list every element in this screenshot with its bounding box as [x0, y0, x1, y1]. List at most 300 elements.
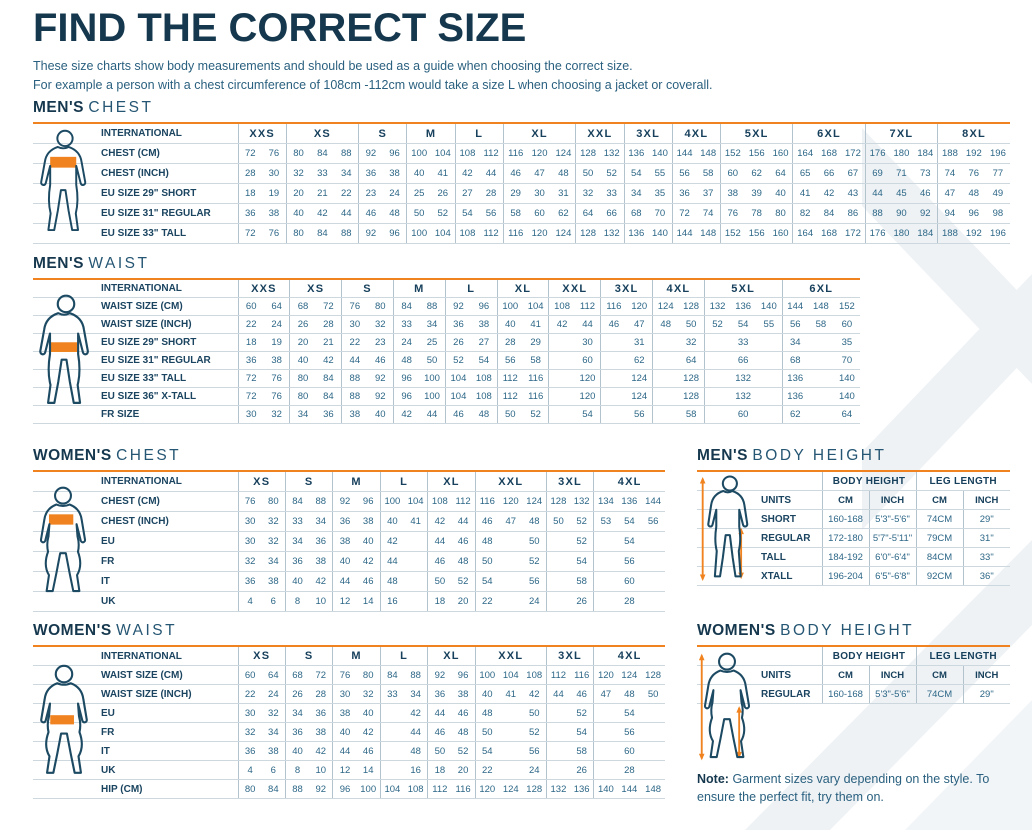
size-value-cell: 64	[262, 666, 286, 685]
measure-group-header: BODY HEIGHT	[822, 471, 916, 491]
size-value-cell: 36	[333, 512, 357, 532]
table-row	[33, 512, 665, 532]
size-value-cell: 100	[497, 298, 523, 316]
size-value-cell: 56	[782, 316, 808, 334]
size-value-cell: 44	[479, 164, 503, 184]
size-value-cell: 48	[404, 742, 428, 761]
size-value-cell	[594, 532, 618, 552]
size-value-cell: 54	[471, 352, 497, 370]
table-row	[33, 685, 665, 704]
size-value-cell: 14	[357, 761, 381, 780]
size-value-cell: 34	[285, 704, 309, 723]
table-row	[33, 370, 860, 388]
size-value-cell: 30	[238, 532, 262, 552]
size-value-cell: 21	[316, 334, 342, 352]
size-value-cell: 156	[745, 224, 769, 244]
size-value-cell	[380, 723, 404, 742]
size-value-cell: 10	[309, 761, 333, 780]
section-heading	[33, 622, 665, 642]
size-value-cell: 33	[730, 334, 756, 352]
size-value-cell: 156	[745, 144, 769, 164]
size-value-cell: 38	[357, 512, 381, 532]
size-value-cell: 64	[678, 352, 704, 370]
size-value-cell: 76	[238, 492, 262, 512]
size-value-cell: 160	[769, 224, 793, 244]
size-value-cell: 92	[368, 370, 394, 388]
size-value-cell: 23	[368, 334, 394, 352]
size-value-cell: 33	[285, 512, 309, 532]
size-value-cell: 30	[333, 685, 357, 704]
size-value-cell: 84	[285, 492, 309, 512]
size-value-cell: 56	[618, 723, 642, 742]
size-value-cell: 136	[570, 780, 594, 799]
size-value-cell: 36	[238, 742, 262, 761]
size-value-cell: 92	[445, 298, 471, 316]
size-value-cell: 38	[333, 532, 357, 552]
size-value-cell: 50	[475, 552, 499, 572]
size-value-cell: 34	[290, 406, 316, 424]
size-value-cell: 47	[627, 316, 653, 334]
size-value-cell: 116	[451, 780, 475, 799]
size-value-cell: 188	[938, 144, 962, 164]
size-value-cell: 84	[310, 224, 334, 244]
size-value-cell: 5'3"-5'6"	[869, 510, 916, 529]
size-value-cell	[601, 334, 627, 352]
size-value-cell: 88	[419, 298, 445, 316]
size-value-cell: 8	[285, 592, 309, 612]
row-label: EU SIZE 29" SHORT	[33, 334, 238, 352]
size-value-cell: 14	[357, 592, 381, 612]
size-value-cell: 48	[523, 512, 547, 532]
mens-body-height-table	[697, 470, 1010, 586]
size-value-cell	[546, 572, 570, 592]
size-value-cell: 74	[938, 164, 962, 184]
size-value-cell: 188	[938, 224, 962, 244]
size-value-cell: 112	[479, 144, 503, 164]
size-value-cell	[756, 370, 782, 388]
row-label: WAIST SIZE (CM)	[33, 666, 238, 685]
size-value-cell: 50	[523, 704, 547, 723]
size-value-cell: 54	[618, 532, 642, 552]
size-value-cell: 41	[523, 316, 549, 334]
size-value-cell: 52	[451, 742, 475, 761]
size-value-cell: 58	[570, 572, 594, 592]
size-value-cell: 108	[404, 780, 428, 799]
size-value-cell: 128	[678, 298, 704, 316]
size-value-cell: 136	[730, 298, 756, 316]
size-value-cell: 6'5"-6'8"	[869, 567, 916, 586]
size-value-cell: 140	[834, 388, 860, 406]
heading-light: WAIST	[88, 255, 150, 272]
size-value-cell	[499, 532, 523, 552]
size-group-header: XXL	[576, 123, 624, 144]
size-group-header: 4XL	[594, 471, 665, 492]
size-value-cell: 54	[475, 572, 499, 592]
size-value-cell: 140	[594, 780, 618, 799]
size-value-cell	[704, 334, 730, 352]
size-value-cell: 132	[546, 780, 570, 799]
size-group-header: XXL	[475, 471, 546, 492]
size-value-cell: 80	[286, 144, 310, 164]
size-group-header: XS	[238, 646, 285, 666]
size-value-cell: 120	[575, 370, 601, 388]
size-value-cell: 38	[471, 316, 497, 334]
size-value-cell: 124	[523, 492, 547, 512]
size-value-cell: 48	[475, 532, 499, 552]
size-value-cell: 58	[678, 406, 704, 424]
size-value-cell: 24	[523, 761, 547, 780]
size-value-cell: 6'0"-6'4"	[869, 548, 916, 567]
size-value-cell: 18	[238, 184, 262, 204]
size-value-cell: 20	[451, 592, 475, 612]
size-value-cell	[653, 406, 679, 424]
size-value-cell: 50	[428, 742, 452, 761]
size-value-cell: 48	[962, 184, 986, 204]
size-group-header: XS	[286, 123, 358, 144]
size-value-cell: 84	[316, 388, 342, 406]
size-value-cell: 36	[285, 723, 309, 742]
size-value-cell: 160-168	[822, 510, 869, 529]
size-value-cell: 38	[451, 685, 475, 704]
size-value-cell: 38	[262, 572, 286, 592]
size-value-cell: 73	[914, 164, 938, 184]
size-value-cell: 112	[479, 224, 503, 244]
size-value-cell: 30	[262, 164, 286, 184]
size-value-cell: 40	[475, 685, 499, 704]
size-value-cell	[653, 334, 679, 352]
size-value-cell: 144	[672, 144, 696, 164]
size-value-cell: 72	[238, 370, 264, 388]
size-value-cell: 128	[678, 388, 704, 406]
size-value-cell: 60	[575, 352, 601, 370]
size-value-cell: 46	[357, 742, 381, 761]
size-value-cell: 30	[238, 512, 262, 532]
size-group-header: 4XL	[653, 279, 705, 298]
size-value-cell: 128	[523, 780, 547, 799]
size-value-cell: 128	[576, 224, 600, 244]
size-value-cell: 37	[696, 184, 720, 204]
size-group-header: S	[285, 471, 332, 492]
size-value-cell: 8	[285, 761, 309, 780]
size-value-cell	[641, 723, 665, 742]
size-group-header: 6XL	[782, 279, 860, 298]
size-value-cell: 40	[285, 742, 309, 761]
measure-group-header: LEG LENGTH	[916, 471, 1010, 491]
size-value-cell: 42	[523, 685, 547, 704]
size-value-cell: 196	[986, 224, 1010, 244]
size-value-cell: 104	[445, 370, 471, 388]
unit-header: CM	[822, 491, 869, 510]
size-value-cell	[808, 334, 834, 352]
size-value-cell: 46	[601, 316, 627, 334]
size-group-header: 3XL	[546, 646, 593, 666]
size-value-cell: 60	[618, 742, 642, 761]
size-value-cell: 64	[834, 406, 860, 424]
size-value-cell: 132	[570, 492, 594, 512]
size-value-cell: 60	[618, 572, 642, 592]
size-value-cell: 88	[342, 370, 368, 388]
size-value-cell: 29"	[963, 685, 1010, 704]
table-row	[33, 334, 860, 352]
size-value-cell	[546, 532, 570, 552]
size-value-cell: 56	[479, 204, 503, 224]
size-value-cell: 47	[594, 685, 618, 704]
size-value-cell: 132	[600, 224, 624, 244]
size-value-cell: 47	[938, 184, 962, 204]
size-value-cell: 52	[570, 512, 594, 532]
size-value-cell	[594, 761, 618, 780]
table-row	[33, 316, 860, 334]
size-value-cell: 120	[499, 492, 523, 512]
size-value-cell: 79CM	[916, 529, 963, 548]
page-title: FIND THE CORRECT SIZE	[33, 6, 527, 50]
size-value-cell: 72	[238, 224, 262, 244]
size-value-cell: 112	[497, 370, 523, 388]
size-value-cell: 60	[238, 298, 264, 316]
size-value-cell	[549, 352, 575, 370]
size-value-cell: 152	[721, 224, 745, 244]
size-value-cell	[499, 572, 523, 592]
size-value-cell: 34	[624, 184, 648, 204]
unit-header: INCH	[963, 491, 1010, 510]
size-value-cell: 108	[549, 298, 575, 316]
size-value-cell: 90	[889, 204, 913, 224]
size-value-cell: 22	[238, 685, 262, 704]
size-value-cell: 60	[528, 204, 552, 224]
size-value-cell: 50	[576, 164, 600, 184]
unit-header: CM	[916, 491, 963, 510]
size-value-cell: 180	[889, 224, 913, 244]
size-value-cell: 64	[264, 298, 290, 316]
size-value-cell: 54	[624, 164, 648, 184]
size-value-cell: 58	[570, 742, 594, 761]
size-group-header: M	[407, 123, 455, 144]
size-value-cell: 176	[865, 224, 889, 244]
row-label: IT	[33, 572, 238, 592]
size-value-cell: 48	[393, 352, 419, 370]
size-value-cell: 38	[333, 704, 357, 723]
size-value-cell: 5'7"-5'11"	[869, 529, 916, 548]
size-group-header: XXS	[238, 123, 286, 144]
size-value-cell: 29	[503, 184, 527, 204]
size-value-cell: 176	[865, 144, 889, 164]
size-value-cell: 67	[841, 164, 865, 184]
size-group-header: 5XL	[704, 279, 782, 298]
size-value-cell: 136	[618, 492, 642, 512]
size-value-cell	[641, 572, 665, 592]
measure-group-header: BODY HEIGHT	[822, 646, 916, 666]
size-value-cell: 30	[528, 184, 552, 204]
row-label: EU SIZE 33" TALL	[33, 370, 238, 388]
size-value-cell: 36	[238, 352, 264, 370]
row-label: FR	[33, 723, 238, 742]
table-row	[33, 780, 665, 799]
size-value-cell: 27	[455, 184, 479, 204]
size-value-cell: 80	[368, 298, 394, 316]
size-value-cell: 104	[431, 224, 455, 244]
size-value-cell: 6	[262, 761, 286, 780]
size-value-cell: 148	[696, 224, 720, 244]
size-value-cell: 36	[428, 685, 452, 704]
size-group-header: M	[393, 279, 445, 298]
size-value-cell: 86	[841, 204, 865, 224]
size-value-cell	[704, 352, 730, 370]
size-value-cell: 120	[475, 780, 499, 799]
size-value-cell: 96	[383, 224, 407, 244]
size-group-header: 6XL	[793, 123, 865, 144]
size-value-cell: 12	[333, 592, 357, 612]
size-value-cell: 36	[285, 552, 309, 572]
female-chest-figure-icon	[34, 477, 92, 605]
size-value-cell: 84	[316, 370, 342, 388]
size-value-cell: 42	[455, 164, 479, 184]
size-value-cell: 80	[290, 388, 316, 406]
size-value-cell: 33	[393, 316, 419, 334]
size-value-cell: 40	[769, 184, 793, 204]
size-group-header: XS	[290, 279, 342, 298]
size-value-cell: 23	[359, 184, 383, 204]
size-value-cell: 16	[380, 592, 404, 612]
size-value-cell: 54	[618, 704, 642, 723]
size-value-cell: 36"	[963, 567, 1010, 586]
size-value-cell: 76	[333, 666, 357, 685]
size-value-cell: 128	[546, 492, 570, 512]
note	[697, 770, 1027, 806]
table-row	[33, 666, 665, 685]
size-value-cell: 96	[357, 492, 381, 512]
size-value-cell: 40	[290, 352, 316, 370]
size-value-cell: 160-168	[822, 685, 869, 704]
size-value-cell: 44	[428, 532, 452, 552]
size-value-cell: 192	[962, 224, 986, 244]
size-value-cell: 184	[914, 224, 938, 244]
row-label: UNITS	[697, 666, 822, 685]
size-value-cell: 52	[523, 723, 547, 742]
size-value-cell: 196	[986, 144, 1010, 164]
size-value-cell: 18	[428, 761, 452, 780]
table-row	[33, 742, 665, 761]
size-value-cell	[704, 406, 730, 424]
size-value-cell: 40	[333, 723, 357, 742]
size-value-cell: 53	[594, 512, 618, 532]
size-value-cell: 72	[238, 388, 264, 406]
size-value-cell: 180	[889, 144, 913, 164]
size-value-cell: 108	[428, 492, 452, 512]
size-value-cell: 26	[570, 761, 594, 780]
size-value-cell: 116	[503, 224, 527, 244]
size-value-cell: 84	[817, 204, 841, 224]
size-value-cell: 20	[290, 334, 316, 352]
table-row	[33, 552, 665, 572]
size-value-cell: 50	[475, 723, 499, 742]
size-value-cell: 84	[262, 780, 286, 799]
size-value-cell: 104	[445, 388, 471, 406]
heading-bold: WOMEN'S	[33, 622, 112, 639]
size-value-cell: 32	[357, 685, 381, 704]
size-value-cell: 40	[407, 164, 431, 184]
unit-header: INCH	[869, 491, 916, 510]
size-value-cell: 48	[383, 204, 407, 224]
size-value-cell: 120	[627, 298, 653, 316]
size-value-cell: 56	[618, 552, 642, 572]
mens-waist-table	[33, 278, 860, 424]
size-value-cell: 34	[262, 723, 286, 742]
size-value-cell: 124	[627, 370, 653, 388]
size-value-cell	[641, 592, 665, 612]
row-label: EU SIZE 33" TALL	[33, 224, 238, 244]
size-value-cell: 54	[455, 204, 479, 224]
row-label: IT	[33, 742, 238, 761]
size-value-cell: 52	[704, 316, 730, 334]
size-value-cell: 38	[309, 552, 333, 572]
size-value-cell: 34	[285, 532, 309, 552]
size-value-cell: 92	[914, 204, 938, 224]
size-value-cell: 66	[730, 352, 756, 370]
size-value-cell: 116	[523, 370, 549, 388]
table-row	[33, 204, 1010, 224]
size-value-cell: 42	[357, 552, 381, 572]
size-value-cell: 144	[782, 298, 808, 316]
size-value-cell: 72	[672, 204, 696, 224]
size-value-cell: 88	[309, 492, 333, 512]
size-value-cell: 27	[471, 334, 497, 352]
size-value-cell: 52	[445, 352, 471, 370]
size-value-cell: 26	[570, 592, 594, 612]
size-value-cell: 172	[841, 144, 865, 164]
size-value-cell: 10	[309, 592, 333, 612]
size-value-cell: 40	[497, 316, 523, 334]
size-value-cell: 84	[393, 298, 419, 316]
size-value-cell: 36	[238, 572, 262, 592]
size-group-header: L	[380, 471, 427, 492]
size-value-cell: 24	[523, 592, 547, 612]
row-label: EU SIZE 29" SHORT	[33, 184, 238, 204]
size-value-cell	[756, 388, 782, 406]
size-value-cell: 52	[523, 552, 547, 572]
size-value-cell: 76	[721, 204, 745, 224]
size-group-header: 5XL	[721, 123, 793, 144]
size-value-cell: 62	[552, 204, 576, 224]
size-value-cell: 100	[380, 492, 404, 512]
table-row	[33, 572, 665, 592]
size-value-cell: 44	[865, 184, 889, 204]
section-heading	[697, 447, 1010, 467]
size-value-cell	[404, 552, 428, 572]
size-value-cell: 50	[678, 316, 704, 334]
row-label: HIP (CM)	[33, 780, 238, 799]
size-value-cell	[549, 370, 575, 388]
size-value-cell	[641, 704, 665, 723]
size-value-cell: 12	[333, 761, 357, 780]
size-value-cell: 34	[309, 512, 333, 532]
subtitle-line-1: These size charts show body measurements and should be used as a guide when choosing the correct size.	[33, 59, 633, 73]
size-value-cell	[499, 552, 523, 572]
table-row	[33, 388, 860, 406]
size-value-cell: 140	[648, 144, 672, 164]
size-value-cell	[808, 352, 834, 370]
size-value-cell: 22	[335, 184, 359, 204]
size-value-cell: 50	[428, 572, 452, 592]
size-value-cell	[549, 406, 575, 424]
size-value-cell: 36	[309, 532, 333, 552]
size-value-cell: 32	[262, 532, 286, 552]
size-value-cell	[641, 532, 665, 552]
section-womens-body-height	[697, 622, 1010, 704]
size-group-header: S	[285, 646, 332, 666]
size-value-cell: 48	[451, 552, 475, 572]
size-value-cell: 76	[264, 388, 290, 406]
size-value-cell	[653, 388, 679, 406]
